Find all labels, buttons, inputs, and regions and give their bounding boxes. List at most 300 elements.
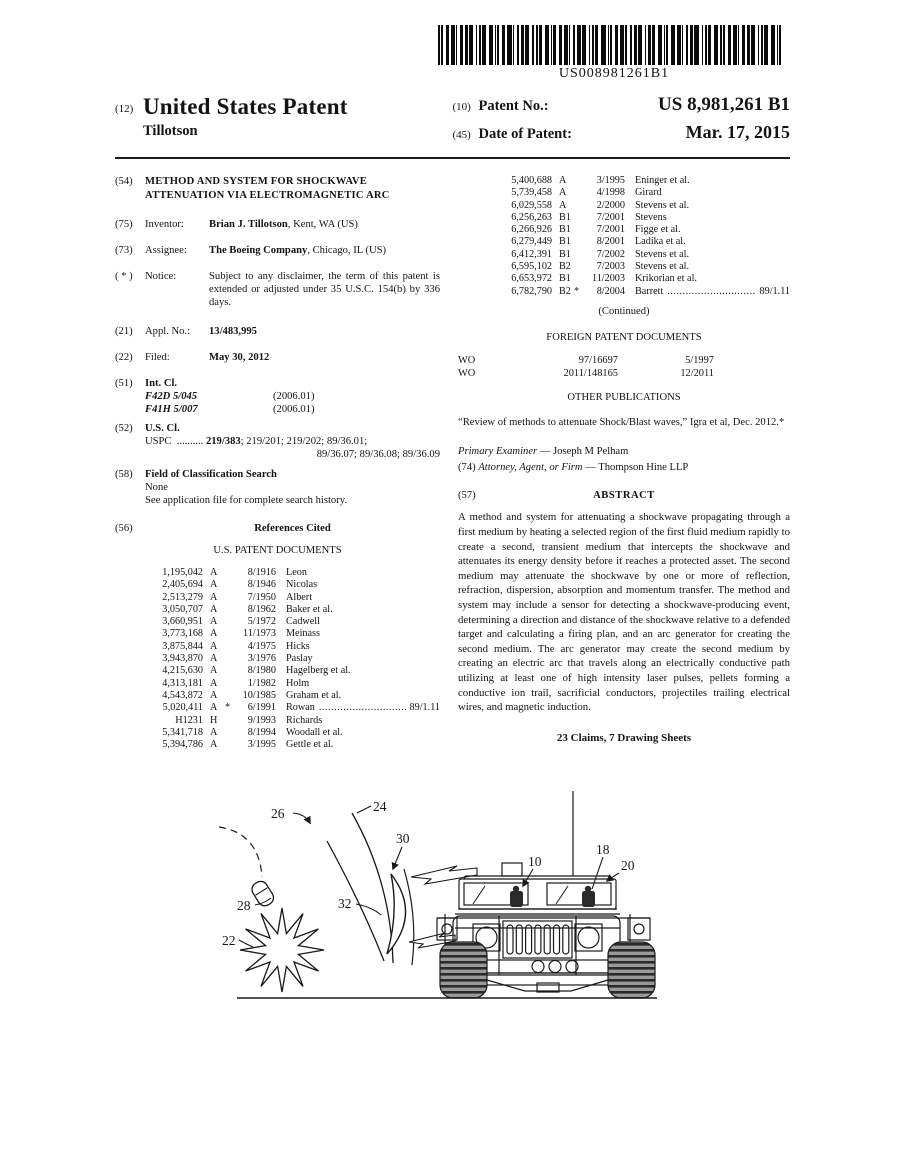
int-cl-version: (2006.01) bbox=[273, 391, 315, 402]
fig-bumper-light-1 bbox=[532, 961, 544, 973]
barcode-bar bbox=[569, 25, 570, 65]
assignee-value bbox=[209, 244, 440, 257]
ref-kind: A bbox=[559, 175, 567, 186]
ref-date: 8/1916 bbox=[247, 567, 276, 578]
us-reference-row bbox=[490, 273, 790, 285]
field-number: (75) bbox=[115, 219, 133, 230]
barcode-bar bbox=[482, 25, 486, 65]
field-51-int-cl bbox=[115, 377, 440, 416]
primary-examiner-label: Primary Examiner bbox=[458, 446, 538, 458]
ref-date: 9/1993 bbox=[247, 714, 276, 726]
us-reference-row bbox=[141, 739, 440, 751]
ref-number: 6,279,449 bbox=[511, 236, 552, 248]
foreign-patent-documents-header: FOREIGN PATENT DOCUMENTS bbox=[546, 331, 702, 343]
field-number-12: (12) bbox=[115, 103, 134, 115]
barcode-bar bbox=[682, 25, 683, 65]
barcode-bar bbox=[620, 25, 624, 65]
header-right bbox=[453, 94, 791, 149]
ref-kind: A bbox=[210, 591, 218, 603]
us-reference-row bbox=[490, 286, 790, 298]
inventor-surname: Tillotson bbox=[143, 123, 198, 139]
ref-date: 1/1982 bbox=[247, 677, 276, 689]
ref-name: Stevens et al. bbox=[635, 261, 690, 273]
field-number-57: (57) bbox=[458, 490, 476, 502]
ref-number: 6,266,926 bbox=[511, 224, 552, 236]
barcode-bar bbox=[630, 25, 632, 65]
ref-star bbox=[574, 273, 583, 285]
us-reference-row bbox=[490, 236, 790, 248]
ref-star bbox=[225, 739, 234, 751]
barcode-bar bbox=[441, 25, 443, 65]
ref-dot-leader bbox=[319, 702, 406, 714]
ref-star: * bbox=[574, 285, 580, 297]
ref-name: Cadwell bbox=[286, 616, 320, 628]
ref-star bbox=[225, 579, 234, 591]
ref-date: 8/1980 bbox=[247, 665, 276, 677]
ref-name: Figge et al. bbox=[635, 224, 681, 236]
us-reference-row bbox=[141, 653, 440, 665]
ref-name: Barrett bbox=[635, 285, 664, 297]
field-52-us-cl bbox=[115, 422, 440, 461]
field-number-45: (45) bbox=[452, 129, 471, 141]
barcode-bar bbox=[714, 25, 718, 65]
search-line2: See application file for complete search history. bbox=[145, 495, 347, 506]
ref-name: Stevens et al. bbox=[635, 248, 690, 260]
ref-number: 3,660,951 bbox=[162, 616, 203, 628]
barcode-bar bbox=[497, 25, 499, 65]
ref-kind: B1 bbox=[559, 224, 571, 236]
ref-number: 2,513,279 bbox=[162, 591, 203, 603]
fig-label-10: 10 bbox=[528, 854, 542, 870]
ref-kind: B1 bbox=[559, 248, 571, 260]
header-divider bbox=[115, 157, 790, 159]
ref-kind: A bbox=[210, 726, 218, 738]
field-number-74: (74) bbox=[458, 462, 476, 474]
ref-kind: A bbox=[210, 579, 218, 591]
barcode-bar bbox=[559, 25, 562, 65]
inventor-rest: , Kent, WA (US) bbox=[287, 219, 358, 230]
barcode-bar bbox=[476, 25, 477, 65]
ref-number: 3,050,707 bbox=[162, 603, 203, 615]
ref-kind: B2 bbox=[559, 285, 571, 297]
ref-kind: A bbox=[210, 739, 218, 751]
barcode-bar bbox=[751, 25, 755, 65]
us-reference-row bbox=[141, 665, 440, 677]
field-54-title bbox=[115, 175, 440, 202]
ref-kind: A bbox=[210, 665, 218, 677]
fig-vehicle bbox=[437, 791, 655, 998]
patent-date: Mar. 17, 2015 bbox=[685, 122, 790, 142]
fig-label-20: 20 bbox=[621, 858, 635, 874]
barcode-bar bbox=[582, 25, 586, 65]
ref-star bbox=[225, 604, 234, 616]
ref-date: 8/2004 bbox=[596, 285, 625, 297]
fig-projectile bbox=[249, 879, 276, 909]
field-number: (21) bbox=[115, 326, 133, 337]
barcode-bar bbox=[638, 25, 642, 65]
fig-bumper-light-2 bbox=[549, 961, 561, 973]
ref-date: 3/1976 bbox=[247, 653, 276, 665]
ref-number: 5,020,411 bbox=[162, 702, 203, 714]
fig-right-headlight bbox=[578, 927, 599, 948]
ref-date: 11/1973 bbox=[242, 628, 276, 640]
body-columns bbox=[115, 175, 790, 751]
ref-dot-leader bbox=[667, 286, 755, 298]
ref-kind: A bbox=[210, 628, 218, 640]
barcode-bar bbox=[742, 25, 745, 65]
us-cl-label: U.S. Cl. bbox=[145, 423, 180, 434]
barcode-bar bbox=[608, 25, 609, 65]
fig-label-18: 18 bbox=[596, 842, 610, 858]
int-cl-row bbox=[145, 390, 440, 403]
field-number-10: (10) bbox=[452, 101, 471, 113]
foreign-reference-row bbox=[458, 354, 790, 367]
ref-star bbox=[225, 727, 234, 739]
barcode-bar bbox=[625, 25, 627, 65]
ref-number: 5,394,786 bbox=[162, 739, 203, 751]
ref-kind: A bbox=[559, 199, 567, 211]
abstract-header: ABSTRACT bbox=[593, 490, 655, 502]
patent-date-row bbox=[453, 122, 791, 143]
barcode-bar bbox=[551, 25, 552, 65]
header-left bbox=[115, 94, 453, 149]
barcode-bar bbox=[513, 25, 514, 65]
ref-number: 6,412,391 bbox=[511, 248, 552, 260]
us-reference-row bbox=[490, 249, 790, 261]
fig-grille-slots bbox=[507, 925, 569, 954]
fig-trajectory bbox=[219, 827, 262, 877]
fig-shockwave-arc-2 bbox=[352, 813, 393, 963]
ref-number: 4,543,872 bbox=[162, 689, 203, 701]
inventor-value bbox=[209, 218, 440, 231]
ref-kind: A bbox=[210, 689, 218, 701]
us-references-list bbox=[115, 567, 440, 751]
barcode-bar bbox=[666, 25, 668, 65]
fig-right-tire bbox=[608, 942, 655, 998]
ref-number: 6,595,102 bbox=[511, 261, 552, 273]
ref-date: 2/2000 bbox=[596, 199, 625, 211]
barcode-bar bbox=[502, 25, 505, 65]
document-header bbox=[115, 94, 790, 149]
barcode-text: US008981261B1 bbox=[558, 66, 670, 81]
attorney-label: Attorney, Agent, or Firm bbox=[478, 462, 583, 474]
ref-number: 6,653,972 bbox=[511, 273, 552, 285]
other-publication-text: “Review of methods to attenuate Shock/Blast waves,” Igra et al, Dec. 2012.* bbox=[458, 416, 785, 428]
ref-number: 5,739,458 bbox=[511, 187, 552, 199]
ref-name: Nicolas bbox=[286, 579, 318, 591]
fig-shockwave-arc-1 bbox=[327, 841, 384, 961]
fig-leader-26 bbox=[293, 813, 310, 823]
attorney-name: — Thompson Hine LLP bbox=[582, 462, 689, 474]
us-patent-documents-header: U.S. PATENT DOCUMENTS bbox=[213, 545, 342, 556]
attorney-line bbox=[458, 460, 790, 476]
fig-label-22: 22 bbox=[222, 933, 236, 949]
fig-right-marker-light bbox=[634, 924, 644, 934]
ref-date: 8/1994 bbox=[247, 726, 276, 738]
field-number: (51) bbox=[115, 378, 133, 389]
fig-right-fender bbox=[628, 918, 650, 940]
ref-kind: A bbox=[210, 702, 218, 714]
field-number: (58) bbox=[115, 469, 133, 480]
ref-date: 3/1995 bbox=[247, 739, 276, 751]
foreign-country-code: WO bbox=[458, 354, 476, 366]
ref-name: Graham et al. bbox=[286, 689, 342, 701]
ref-star bbox=[574, 261, 583, 273]
ref-star bbox=[225, 678, 234, 690]
examiner-block bbox=[458, 444, 790, 476]
patent-number-row bbox=[453, 94, 791, 116]
fig-label-30: 30 bbox=[396, 831, 410, 847]
field-22-filed bbox=[115, 351, 440, 364]
barcode-bar bbox=[601, 25, 606, 65]
barcode-bar bbox=[446, 25, 449, 65]
barcode-bar bbox=[517, 25, 519, 65]
us-cl-block bbox=[145, 422, 440, 461]
int-cl-rows bbox=[145, 390, 440, 416]
barcode-bar bbox=[479, 25, 481, 65]
ref-date: 7/2003 bbox=[596, 261, 625, 273]
fig-label-24: 24 bbox=[373, 799, 387, 815]
ref-date: 10/1985 bbox=[242, 689, 276, 701]
field-number: ( * ) bbox=[115, 271, 133, 282]
field-number: (54) bbox=[115, 176, 133, 187]
inventor-name: Brian J. Tillotson bbox=[209, 219, 288, 230]
barcode-bar bbox=[733, 25, 737, 65]
page-content bbox=[0, 25, 904, 1026]
barcode-bar bbox=[720, 25, 722, 65]
field-number: (22) bbox=[115, 352, 133, 363]
ref-kind: A bbox=[210, 603, 218, 615]
references-cited-header: References Cited bbox=[254, 523, 331, 534]
barcode-bar bbox=[671, 25, 675, 65]
ref-date: 3/1995 bbox=[596, 175, 625, 186]
us-reference-row bbox=[490, 212, 790, 224]
us-reference-row bbox=[490, 261, 790, 273]
barcode-bar bbox=[634, 25, 637, 65]
barcode-bar bbox=[690, 25, 693, 65]
ref-star bbox=[225, 690, 234, 702]
ref-date: 8/1946 bbox=[247, 579, 276, 591]
ref-star bbox=[225, 641, 234, 653]
int-cl-code: F42D 5/045 bbox=[145, 391, 198, 402]
uspc-rest: ; 219/201; 219/202; 89/36.01; bbox=[240, 436, 368, 447]
field-75-inventor bbox=[115, 218, 440, 231]
uspc-line2: 89/36.07; 89/36.08; 89/36.09 bbox=[316, 449, 440, 460]
primary-examiner-name: — Joseph M Pelham bbox=[537, 446, 629, 458]
barcode-bar bbox=[507, 25, 512, 65]
ref-number: 5,341,718 bbox=[162, 726, 203, 738]
barcode-bar bbox=[648, 25, 651, 65]
int-cl-code: F41H 5/007 bbox=[145, 404, 198, 415]
barcode-bar bbox=[694, 25, 699, 65]
foreign-reference-row bbox=[458, 367, 790, 380]
barcode-bar bbox=[777, 25, 778, 65]
ref-number: 6,256,263 bbox=[511, 211, 552, 223]
ref-date: 8/1962 bbox=[247, 603, 276, 615]
ref-star: * bbox=[225, 702, 231, 714]
barcode-bar bbox=[456, 25, 457, 65]
us-reference-row bbox=[490, 224, 790, 236]
barcode-bar bbox=[610, 25, 612, 65]
ref-date: 7/1950 bbox=[247, 591, 276, 603]
foreign-references-list bbox=[458, 354, 790, 380]
barcode-bar bbox=[521, 25, 524, 65]
barcode-bar bbox=[761, 25, 763, 65]
ref-number: 3,875,844 bbox=[162, 640, 203, 652]
ref-date: 6/1991 bbox=[247, 702, 276, 714]
ref-kind: H bbox=[210, 714, 218, 726]
ref-star bbox=[225, 567, 234, 579]
fig-roof-sensor-box bbox=[502, 863, 522, 876]
barcode-bar bbox=[564, 25, 568, 65]
ref-name: Krikorian et al. bbox=[635, 273, 697, 285]
barcode-bar bbox=[758, 25, 759, 65]
fig-cowl-lines bbox=[455, 909, 620, 914]
ref-star bbox=[225, 653, 234, 665]
foreign-number: 2011/148165 bbox=[563, 367, 618, 379]
ref-number: 6,782,790 bbox=[511, 285, 552, 297]
invention-title: METHOD AND SYSTEM FOR SHOCKWAVE ATTENUATION VIA ELECTROMAGNETIC ARC bbox=[145, 176, 390, 201]
ref-name: Hicks bbox=[286, 640, 310, 652]
field-21-appl-no bbox=[115, 325, 440, 338]
ref-kind: A bbox=[210, 677, 218, 689]
header-title-block bbox=[143, 94, 348, 149]
fig-leader-22 bbox=[239, 940, 253, 947]
ref-date: 5/1972 bbox=[247, 616, 276, 628]
ref-number: 5,400,688 bbox=[511, 175, 552, 186]
ref-star bbox=[225, 715, 234, 727]
claims-line: 23 Claims, 7 Drawing Sheets bbox=[556, 731, 692, 744]
ref-name: Leon bbox=[286, 567, 307, 578]
barcode-bar bbox=[536, 25, 538, 65]
barcode-bar bbox=[645, 25, 646, 65]
int-cl-block bbox=[145, 377, 440, 416]
int-cl-version: (2006.01) bbox=[273, 404, 315, 415]
foreign-number: 97/16697 bbox=[578, 354, 618, 366]
barcode-bar bbox=[747, 25, 750, 65]
barcode-bar bbox=[779, 25, 781, 65]
ref-star bbox=[225, 592, 234, 604]
us-reference-row bbox=[490, 200, 790, 212]
field-56-references bbox=[115, 522, 440, 535]
ref-number: 2,405,694 bbox=[162, 579, 203, 591]
foreign-date: 12/2011 bbox=[680, 367, 714, 379]
abstract-text: A method and system for attenuating a shockwave propagating through a first medium by heating a selected region of the first fluid medium rapidly to create a second, transient medium that intercepts the shockwave and attenuates its energy density before it reaches a protected asset. The second medium may attenuate the shockwave by one or more of reflection, refraction, dispersion, absorption and momentum transfer. The method and system may include a sensor for detecting a shockwave-producing event, determining a direction and distance of the shockwave relative to a defended target and calculating a firing plan, and an arc generator for creating the second medium. The arc generator may create the second medium by creating an electric arc that travels along an electrically conductive path utilizing at least one of high intensity laser pulses, pellets forming a conductive ion trail, sacrificial conductors, projectiles trailing electrical wires, and magnetic induction. bbox=[458, 511, 790, 714]
abstract-header-row bbox=[458, 489, 790, 502]
filed-value: May 30, 2012 bbox=[209, 352, 270, 363]
ref-name: Richards bbox=[286, 714, 323, 726]
ref-date: 11/2003 bbox=[591, 273, 625, 285]
us-reference-row bbox=[141, 715, 440, 727]
patent-drawing bbox=[215, 787, 675, 1021]
ref-class: 89/1.11 bbox=[759, 285, 790, 297]
barcode-bar bbox=[728, 25, 731, 65]
ref-name: Stevens bbox=[635, 211, 667, 223]
barcode-bar bbox=[723, 25, 725, 65]
ref-class: 89/1.11 bbox=[409, 702, 440, 714]
assignee-rest: , Chicago, IL (US) bbox=[307, 245, 387, 256]
ref-kind: B1 bbox=[559, 211, 571, 223]
barcode-bar bbox=[573, 25, 575, 65]
appl-no-value: 13/483,995 bbox=[209, 326, 257, 337]
barcode-bar bbox=[615, 25, 618, 65]
barcode-bar bbox=[469, 25, 473, 65]
foreign-date: 5/1997 bbox=[685, 354, 714, 366]
us-reference-row bbox=[141, 604, 440, 616]
ref-name: Baker et al. bbox=[286, 603, 333, 615]
barcode-bar bbox=[589, 25, 590, 65]
date-of-patent-label: Date of Patent: bbox=[478, 126, 572, 142]
ref-star bbox=[225, 616, 234, 628]
figure-1 bbox=[215, 787, 790, 1026]
ref-number: 6,029,558 bbox=[511, 199, 552, 211]
ref-kind: B1 bbox=[559, 273, 571, 285]
ref-date: 4/1975 bbox=[247, 640, 276, 652]
ref-kind: A bbox=[559, 187, 567, 199]
ref-star bbox=[574, 200, 583, 212]
barcode-bar bbox=[686, 25, 688, 65]
fig-left-tire bbox=[440, 942, 487, 998]
barcode-bar bbox=[577, 25, 581, 65]
right-column bbox=[458, 175, 790, 751]
ref-star bbox=[225, 665, 234, 677]
barcode-bar bbox=[592, 25, 594, 65]
ref-date: 4/1998 bbox=[596, 187, 625, 199]
uspc-label: USPC bbox=[145, 436, 172, 447]
fig-crescent-medium bbox=[387, 874, 406, 954]
barcode-bar bbox=[705, 25, 707, 65]
fig-explosion bbox=[240, 908, 324, 992]
search-label: Field of Classification Search bbox=[145, 469, 277, 480]
ref-number: 4,215,630 bbox=[162, 665, 203, 677]
ref-name: Ladika et al. bbox=[635, 236, 686, 248]
left-column bbox=[115, 175, 440, 751]
ref-star bbox=[574, 224, 583, 236]
search-line1: None bbox=[145, 482, 168, 493]
primary-examiner-line bbox=[458, 444, 790, 460]
ref-name: Rowan bbox=[286, 702, 315, 714]
us-reference-row bbox=[141, 702, 440, 714]
notice-text: Subject to any disclaimer, the term of this patent is extended or adjusted under 35 U.S.C. 154(b) by 336 days. bbox=[209, 271, 440, 308]
ref-date: 8/2001 bbox=[596, 236, 625, 248]
us-reference-row bbox=[141, 579, 440, 591]
us-reference-row bbox=[141, 727, 440, 739]
barcode-bar bbox=[465, 25, 468, 65]
ref-star bbox=[574, 212, 583, 224]
inventor-label: Inventor: bbox=[145, 219, 184, 230]
ref-star bbox=[574, 187, 583, 199]
other-publications-header: OTHER PUBLICATIONS bbox=[567, 391, 681, 403]
patent-number: US 8,981,261 B1 bbox=[658, 94, 790, 115]
field-notice bbox=[115, 270, 440, 309]
barcode-bar bbox=[708, 25, 711, 65]
field-number: (56) bbox=[115, 523, 133, 534]
ref-number: 1,195,042 bbox=[162, 567, 203, 578]
barcode-bar bbox=[525, 25, 529, 65]
fig-label-28: 28 bbox=[237, 898, 251, 914]
ref-kind: A bbox=[210, 567, 218, 578]
barcode-bar bbox=[495, 25, 496, 65]
us-reference-row bbox=[141, 616, 440, 628]
barcode-bar bbox=[539, 25, 542, 65]
us-reference-row bbox=[141, 567, 440, 579]
ref-name: Eninger et al. bbox=[635, 175, 690, 186]
us-reference-row bbox=[141, 592, 440, 604]
int-cl-label: Int. Cl. bbox=[145, 378, 178, 389]
ref-star bbox=[574, 249, 583, 261]
barcode-bar bbox=[553, 25, 556, 65]
ref-date: 7/2001 bbox=[596, 211, 625, 223]
